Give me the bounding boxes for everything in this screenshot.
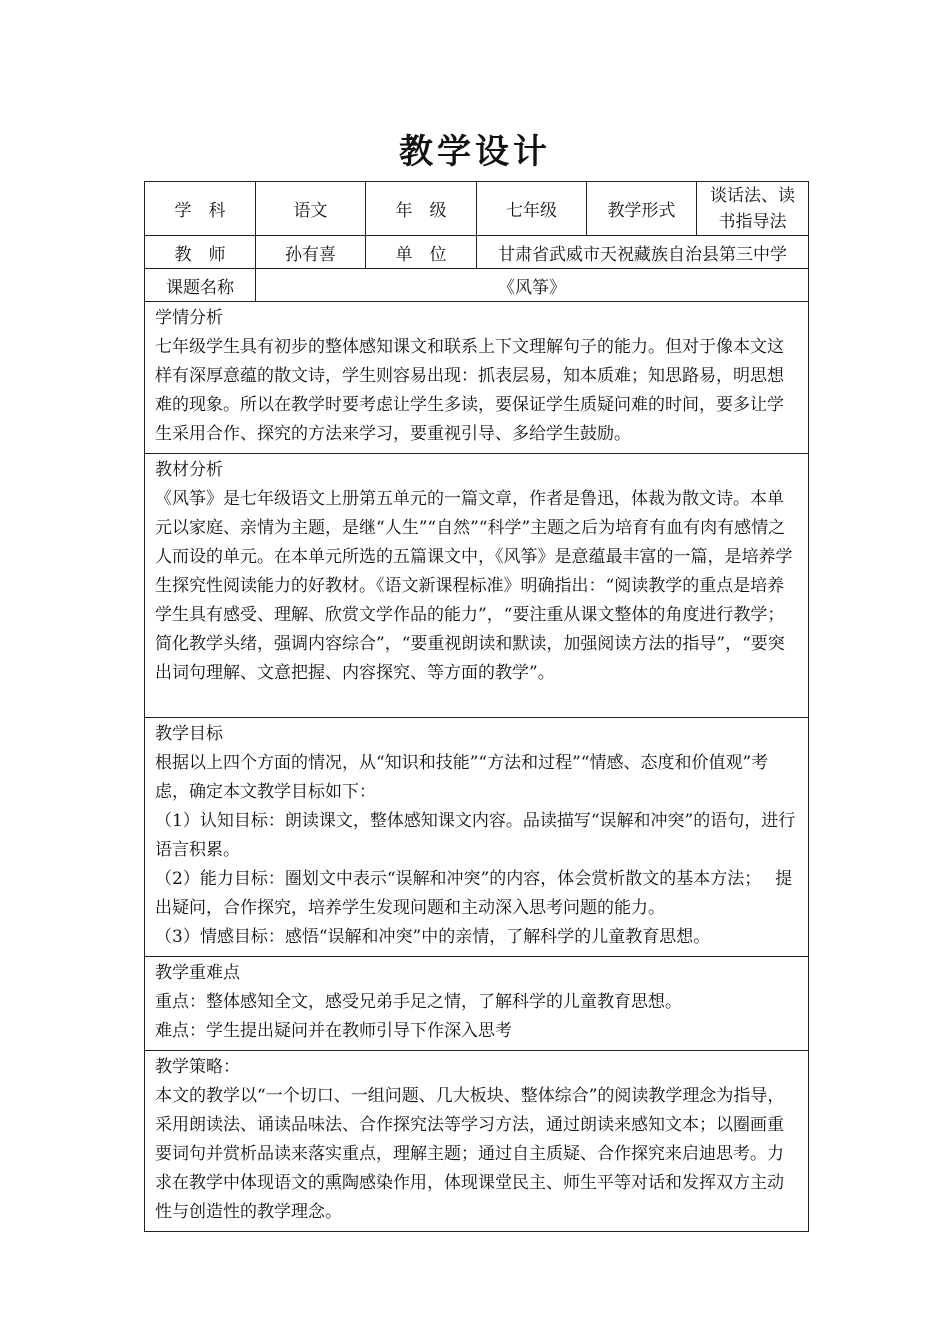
grade-label: 年 级 bbox=[366, 182, 477, 236]
grade-value: 七年级 bbox=[477, 182, 587, 236]
teacher-value: 孙有喜 bbox=[256, 236, 366, 269]
unit-label: 单 位 bbox=[366, 236, 477, 269]
lesson-label: 课题名称 bbox=[145, 269, 256, 302]
goal-emotion: （3）情感目标：感悟“误解和冲突”中的亲情，了解科学的儿童教育思想。 bbox=[155, 927, 711, 947]
teacher-row bbox=[145, 236, 809, 269]
section-heading: 教学重难点 bbox=[155, 963, 240, 983]
goals-row bbox=[145, 718, 809, 957]
strategy-row bbox=[145, 1051, 809, 1232]
lesson-value: 《风筝》 bbox=[256, 269, 809, 302]
strategy-section bbox=[145, 1051, 809, 1232]
key-point: 重点：整体感知全文，感受兄弟手足之情，了解科学的儿童教育思想。 bbox=[155, 992, 682, 1012]
material-analysis-row bbox=[145, 454, 809, 718]
form-value bbox=[697, 182, 809, 236]
page-title: 教学设计 bbox=[399, 132, 551, 172]
form-value-line1: 谈话法、读 bbox=[710, 185, 795, 206]
section-heading: 教材分析 bbox=[155, 460, 223, 480]
teacher-label: 教 师 bbox=[145, 236, 256, 269]
subject-value: 语文 bbox=[256, 182, 366, 236]
student-analysis-section bbox=[145, 302, 809, 454]
goal-cognitive: （1）认知目标：朗读课文，整体感知课文内容。品读描写“误解和冲突”的语句，进行语言积累。 bbox=[155, 811, 796, 860]
key-points-section bbox=[145, 957, 809, 1051]
form-label: 教学形式 bbox=[587, 182, 697, 236]
goal-ability: （2）能力目标：圈划文中表示“误解和冲突”的内容，体会赏析散文的基本方法； 提出疑问，合作探究，培养学生发现问题和主动深入思考问题的能力。 bbox=[155, 869, 793, 918]
difficult-point: 难点：学生提出疑问并在教师引导下作深入思考 bbox=[155, 1021, 512, 1041]
lesson-row bbox=[145, 269, 809, 302]
unit-value: 甘肃省武威市天祝藏族自治县第三中学 bbox=[477, 236, 809, 269]
key-points-row bbox=[145, 957, 809, 1051]
form-value-line2: 书指导法 bbox=[718, 211, 787, 232]
goals-intro: 根据以上四个方面的情况，从“知识和技能”“方法和过程”“情感、态度和价值观”考虑，确定本文教学目标如下： bbox=[155, 753, 769, 802]
subject-row bbox=[145, 182, 809, 236]
subject-label: 学 科 bbox=[145, 182, 256, 236]
section-heading: 学情分析 bbox=[155, 308, 223, 328]
section-heading: 教学策略： bbox=[155, 1057, 240, 1077]
lesson-plan-table bbox=[144, 181, 809, 1232]
student-analysis-row bbox=[145, 302, 809, 454]
goals-section bbox=[145, 718, 809, 957]
section-paragraph: 本文的教学以“一个切口、一组问题、几大板块、整体综合”的阅读教学理念为指导，采用朗读法、诵读品味法、合作探究法等学习方法，通过朗读来感知文本；以圈画重要词句并赏析品读来落实重点，理解主题；通过自主质疑、合作探究来启迪思考。力求在教学中体现语文的熏陶感染作用，体现课堂民主、师生平等对话和发挥双方主动性与创造性的教学理念。 bbox=[155, 1086, 785, 1222]
section-heading: 教学目标 bbox=[155, 724, 223, 744]
material-analysis-section bbox=[145, 454, 809, 718]
section-paragraph: 《风筝》是七年级语文上册第五单元的一篇文章，作者是鲁迅，体裁为散文诗。本单元以家庭、亲情为主题，是继“人生”“自然”“科学”主题之后为培育有血有肉有感情之人而设的单元。在本单元所选的五篇课文中，《风筝》是意蕴最丰富的一篇，是培养学生探究性阅读能力的好教材。《语文新课程标准》明确指出：“阅读教学的重点是培养学生具有感受、理解、欣赏文学作品的能力”，“要注重从课文整体的角度进行教学；简化教学头绪，强调内容综合”，“要重视朗读和默读，加强阅读方法的指导”，“要突出词句理解、文意把握、内容探究、等方面的教学”。 bbox=[155, 489, 793, 683]
section-paragraph: 七年级学生具有初步的整体感知课文和联系上下文理解句子的能力。但对于像本文这样有深厚意蕴的散文诗，学生则容易出现：抓表层易，知本质难；知思路易，明思想难的现象。所以在教学时要考虑让学生多读，要保证学生质疑问难的时间，要多让学生采用合作、探究的方法来学习，要重视引导、多给学生鼓励。 bbox=[155, 337, 784, 444]
